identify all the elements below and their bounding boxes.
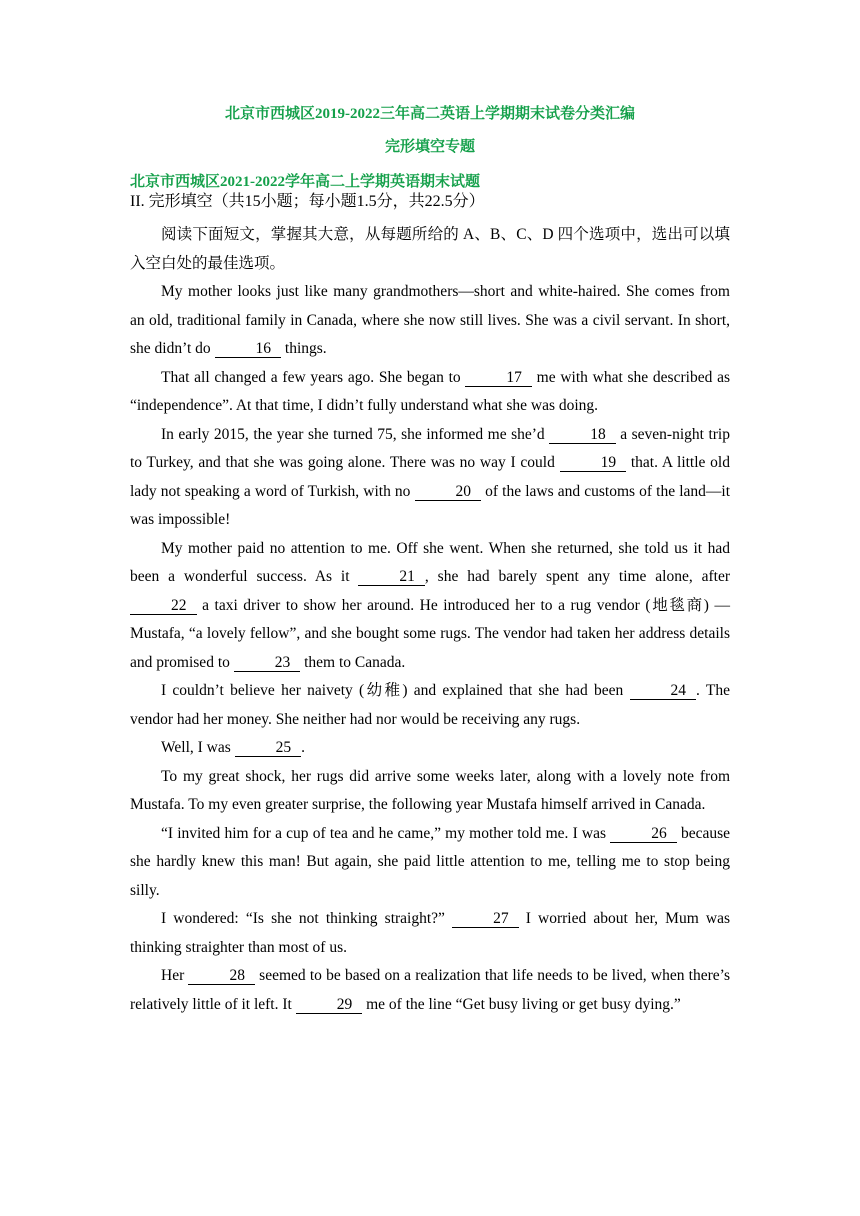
section-heading: II. 完形填空（共15小题；每小题1.5分，共22.5分） [130, 193, 485, 210]
paragraph-10: Her 28 seemed to be based on a realization that life needs to be lived, when there’s relatively little of it left. It 29 me of the line “Get busy living or get busy dying.” [130, 967, 730, 1013]
paragraph-2: That all changed a few years ago. She began to 17 me with what she described as “independence”. At that time, I didn’t fully understand what she was doing. [130, 368, 730, 414]
blank-18: 18 [549, 426, 616, 444]
document-subtitle: 完形填空专题 [384, 139, 475, 155]
blank-26: 26 [610, 825, 677, 843]
blank-25: 25 [235, 739, 302, 757]
blank-22: 22 [130, 597, 197, 615]
blank-19: 19 [560, 454, 627, 472]
blank-20: 20 [415, 483, 482, 501]
paragraph-4: My mother paid no attention to me. Off she went. When she returned, she told us it had been a wonderful success. As it 21 , she had barely spent any time alone, after 22 a taxi driver to show her around. He introduced her to a rug vendor (地毯商) —Mustafa, “a lovely fellow”, and she bought some rugs. The vendor had taken her address details and promised to 23 them to Canada. [130, 539, 731, 671]
paragraph-5: I couldn’t believe her naivety (幼稚) and explained that she had been 24 . The vendor had her money. She neither had nor would be receiving any rugs. [130, 682, 730, 728]
blank-28: 28 [188, 967, 255, 985]
exam-title: 北京市西城区2021-2022学年高二上学期英语期末试题 [130, 174, 480, 190]
paragraph-3: In early 2015, the year she turned 75, she informed me she’d 18 a seven-night trip to Turkey, and that she was going alone. There was no way I could 19 that. A little old lady not speaking a word of Turkish, with no 20 of the laws and customs of the land—it was impossible! [130, 425, 731, 528]
paragraph-9: I wondered: “Is she not thinking straight?” 27 I worried about her, Mum was thinking straighter than most of us. [130, 910, 730, 956]
blank-16: 16 [215, 340, 282, 358]
paragraph-6: Well, I was 25 . [161, 739, 306, 756]
blank-27: 27 [452, 910, 519, 928]
paragraph-8: “I invited him for a cup of tea and he came,” my mother told me. I was 26 because she hardly knew this man! But again, she paid little attention to me, telling me to stop being silly. [130, 824, 730, 899]
instructions: 阅读下面短文，掌握其大意，从每题所给的 A、B、C、D 四个选项中，选出可以填入空白处的最佳选项。 [130, 226, 730, 272]
blank-23: 23 [234, 654, 301, 672]
blank-17: 17 [465, 369, 532, 387]
document-page [130, 103, 730, 1019]
paragraph-7: To my great shock, her rugs did arrive some weeks later, along with a lovely note from Mustafa. To my even greater surprise, the following year Mustafa himself arrived in Canada. [130, 767, 730, 813]
paragraph-1: My mother looks just like many grandmothers—short and white-haired. She comes from an old, traditional family in Canada, where she now still lives. She was a civil servant. In short, she didn’t do 16 things. [130, 283, 730, 357]
blank-24: 24 [630, 682, 697, 700]
blank-29: 29 [296, 996, 363, 1014]
document-title: 北京市西城区2019-2022三年高二英语上学期期末试卷分类汇编 [225, 106, 635, 122]
blank-21: 21 [358, 568, 425, 586]
